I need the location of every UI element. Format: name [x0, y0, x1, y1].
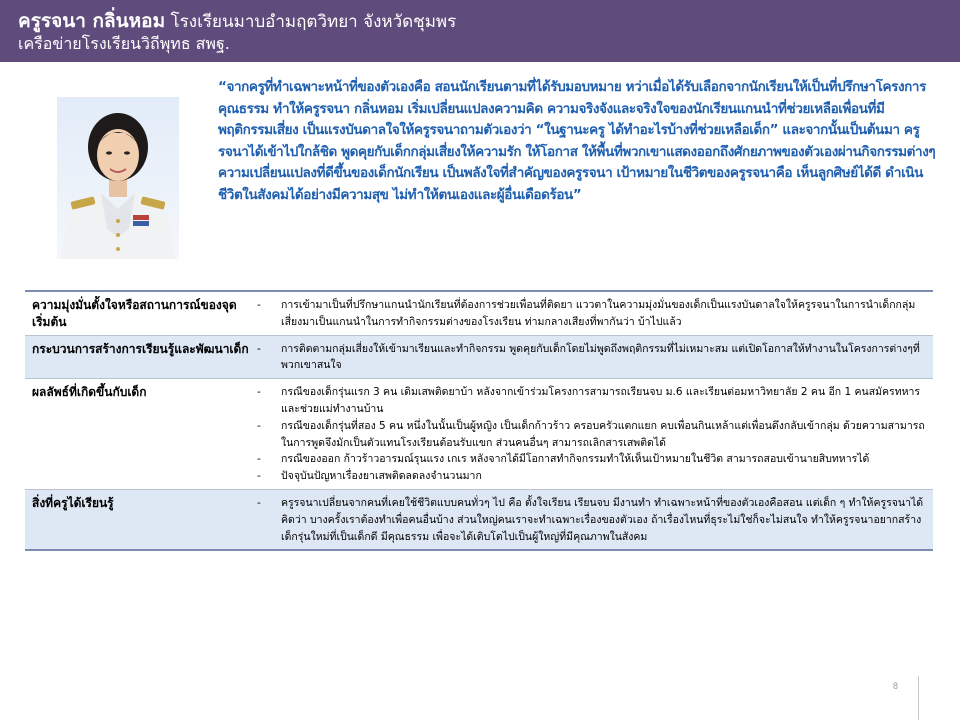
- row-heading: สิ่งที่ครูได้เรียนรู้: [25, 489, 253, 550]
- profile-table: [25, 290, 933, 551]
- bullet-dash: -: [257, 419, 261, 432]
- page-number: 8: [893, 681, 899, 691]
- bullet-dash: -: [257, 386, 261, 399]
- row-content: [253, 335, 933, 379]
- bullet-item: [257, 418, 927, 452]
- row-content: [253, 379, 933, 490]
- bullet-text: ปัจจุบันปัญหาเรื่องยาเสพติดลดลงจำนวนมาก: [281, 470, 482, 483]
- bullet-text: การติดตามกลุ่มเสี่ยงให้เข้ามาเรียนและทำกิจกรรม พูดคุยกับเด็กโดยไม่พูดถึงพฤติกรรมที่ไม่เหมาะสม แต่เปิดโอกาสให้ทำงานในโครงการต่างๆที่พวกเขาสนใจ: [281, 342, 920, 372]
- bullet-dash: -: [257, 342, 261, 355]
- network-name: เครือข่ายโรงเรียนวิถีพุทธ สพฐ.: [18, 34, 230, 53]
- bullet-item: [257, 341, 927, 375]
- bullet-text: ครูรจนาเปลี่ยนจากคนที่เคยใช้ชีวิตแบบคนทั่วๆ ไป คือ ตั้งใจเรียน เรียนจบ มีงานทำ ทำเฉพาะหน้าที่ของตัวเองคือสอน แต่เด็ก ๆ ทำให้ครูรจนาได้คิดว่า บางครั้งเราต้องทำเพื่อคนอื่นบ้าง ส่วนใหญ่คนเราจะทำเฉพาะเรื่องของตัวเอง ถ้าเรื่องไหนที่ธุระไม่ใช่ก็จะไม่สนใจ ทำให้ครูรจนาอยากสร้างเด็กรุ่นใหม่ที่เป็นเด็กดี มีคุณธรรม เพื่อจะได้เติบโตไปเป็นผู้ใหญ่ที่มีคุณภาพในสังคม: [281, 496, 924, 543]
- teacher-name: ครูรจนา กลิ่นหอม: [18, 10, 166, 32]
- table-row: [25, 379, 933, 490]
- school-name: โรงเรียนมาบอำมฤตวิทยา จังหวัดชุมพร: [170, 12, 457, 32]
- bullet-text: กรณีของเด็กรุ่นที่สอง 5 คน หนึ่งในนั้นเป็นผู้หญิง เป็นเด็กก้าวร้าว ครอบครัวแตกแยก คบเพื่อนกินเหล้าแต่เพื่อนดึงกลับเข้ากลุ่ม ด้วยความสามารถในการพูดจึงมักเป็นตัวแทนโรงเรียนต้อนรับแขก ส่วนคนอื่นๆ สามารถเลิกสารเสพติดได้: [281, 419, 925, 449]
- bullet-dash: -: [257, 470, 261, 483]
- footer-divider: [918, 676, 919, 720]
- row-heading: ความมุ่งมั่นตั้งใจหรือสถานการณ์ของจุดเริ่มต้น: [25, 291, 253, 335]
- bullet-dash: -: [257, 496, 261, 509]
- bullet-text: กรณีของเด็กรุ่นแรก 3 คน เดิมเสพติดยาบ้า หลังจากเข้าร่วมโครงการสามารถเรียนจบ ม.6 และเรียนต่อมหาวิทยาลัย 2 คน อีก 1 คนสมัครทหารและช่วยแม่ทำงานบ้าน: [281, 386, 921, 415]
- quote-paragraph: “จากครูที่ทำเฉพาะหน้าที่ของตัวเองคือ สอนนักเรียนตามที่ได้รับมอบหมาย หว่าเมื่อได้รับเลือกจากนักเรียนให้เป็นที่ปรึกษาโครงการคุณธรรม ทำให้ครูรจนา กลิ่นหอม เริ่มเปลี่ยนแปลงความคิด ความจริงจังและจริงใจของนักเรียนแกนนำที่ช่วยเหลือเพื่อนที่มีพฤติกรรมเสี่ยง เป็นแรงบันดาลใจให้ครูรจนาถามตัวเองว่า “ในฐานะครู ได้ทำอะไรบ้างที่ช่วยเหลือเด็ก” และจากนั้นเป็นต้นมา ครูรจนาได้เข้าไปใกล้ชิด พูดคุยกับเด็กกลุ่มเสี่ยงให้ความรัก ให้โอกาส ให้พื้นที่พวกเขาแสดงออกถึงศักยภาพของตัวเองผ่านกิจกรรมต่างๆ ความเปลี่ยนแปลงที่ดีขึ้นของเด็กนักเรียน เป็นพลังใจที่สำคัญของครูรจนา เป้าหมายในชีวิตของครูรจนาคือ เห็นลูกศิษย์ได้ดี ดำเนินชีวิตในสังคมได้อย่างมีความสุข ไม่ทำให้ตนเองและผู้อื่นเดือดร้อน”: [218, 79, 936, 203]
- bullet-item: [257, 468, 927, 485]
- bullet-item: [257, 495, 927, 545]
- bullet-item: [257, 384, 927, 418]
- table-row: [25, 291, 933, 335]
- row-heading: กระบวนการสร้างการเรียนรู้และพัฒนาเด็ก: [25, 335, 253, 379]
- bullet-item: [257, 297, 927, 331]
- bullet-dash: -: [257, 299, 261, 311]
- bullet-text: กรณีของออก ก้าวร้าวอารมณ์รุนแรง เกเร หลังจากได้มีโอกาสทำกิจกรรมทำให้เห็นเป้าหมายในชีวิต สามารถสอบเข้านายสิบทหารได้: [281, 453, 870, 466]
- bullet-item: [257, 451, 927, 468]
- row-heading: ผลลัพธ์ที่เกิดขึ้นกับเด็ก: [25, 379, 253, 490]
- row-content: [253, 291, 933, 335]
- profile-table-body: [25, 291, 933, 550]
- bullet-dash: -: [257, 453, 261, 466]
- table-row: [25, 335, 933, 379]
- teacher-portrait: [57, 97, 179, 259]
- title-banner: [0, 0, 960, 62]
- row-content: [253, 489, 933, 550]
- teacher-portrait-image: [57, 97, 179, 259]
- table-row: [25, 489, 933, 550]
- bullet-text: การเข้ามาเป็นที่ปรึกษาแกนนำนักเรียนที่ต้องการช่วยเพื่อนที่ติดยา แววตาในความมุ่งมั่นของเด็กเป็นแรงบันดาลใจให้ครูรจนาในการนำเด็กกลุ่มเสี่ยงมาเป็นแกนนำในการทำกิจกรรมต่างของโรงเรียน ท่ามกลางเสียงที่พากันว่า บ้าไปแล้ว: [281, 299, 916, 328]
